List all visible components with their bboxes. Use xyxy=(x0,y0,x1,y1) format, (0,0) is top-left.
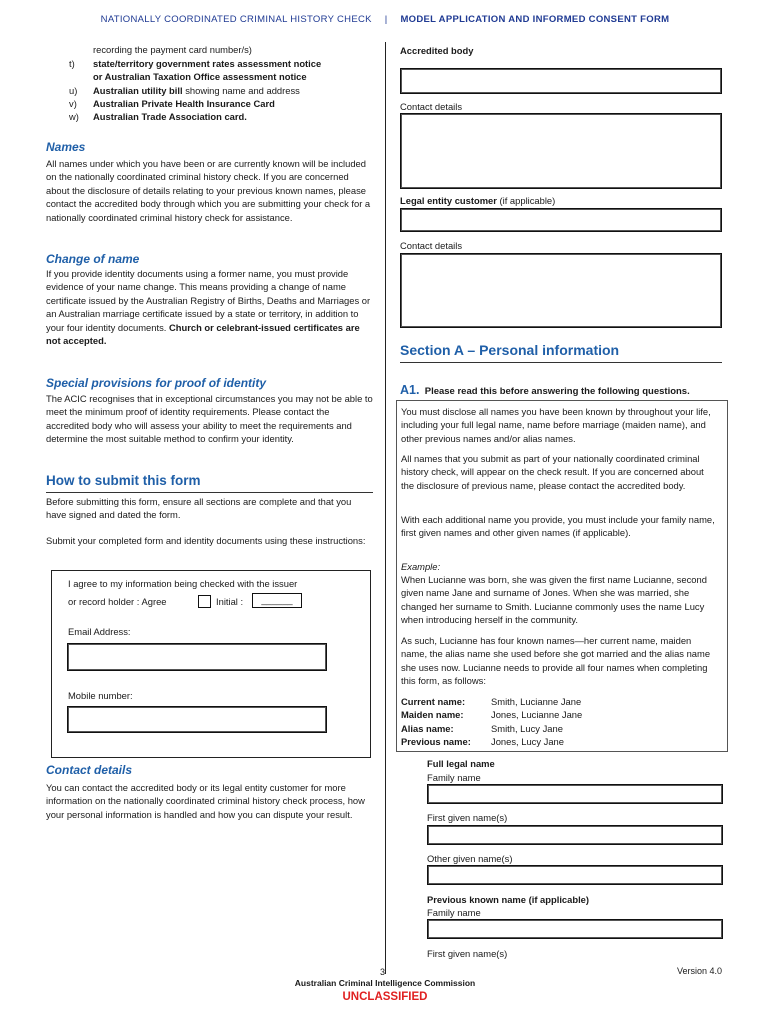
initial-input[interactable]: ______ xyxy=(252,593,302,608)
section-a-rule xyxy=(400,362,722,363)
list-item-u: u) Australian utility bill showing name and address xyxy=(69,85,300,96)
email-label: Email Address: xyxy=(68,626,131,637)
submit-rule xyxy=(46,492,373,493)
change-of-name-heading: Change of name xyxy=(46,252,140,266)
agree-line-2: or record holder : Agree xyxy=(68,596,167,607)
first-given-name-label: First given name(s) xyxy=(427,812,508,823)
legal-entity-label: Legal entity customer (if applicable) xyxy=(400,195,556,206)
previous-known-name-heading: Previous known name (if applicable) xyxy=(427,894,590,905)
info-paragraph-3: With each additional name you provide, you must include your family name, first given names and other given names (if applicable). xyxy=(401,514,715,539)
list-item-t: t) state/territory government rates assessment notice xyxy=(69,58,322,69)
agree-checkbox[interactable] xyxy=(198,595,211,608)
legal-entity-contact-input[interactable] xyxy=(400,253,722,328)
list-item-t-line2: or Australian Taxation Office assessment notice xyxy=(93,71,307,82)
change-of-name-text: If you provide identity documents using a former name, you must provide evidence of your name change. This means providing a change of name certificate issued by the Australian Registry of Births, Deaths and Marriages or an Australian marriage certificate issued by a state or territory, in addition to your four identity documents. Church or celebrant-issued certificates are not accepted. xyxy=(46,268,371,347)
full-legal-name-heading: Full legal name xyxy=(427,758,495,769)
consent-panel xyxy=(51,570,371,758)
special-provisions-heading: Special provisions for proof of identity xyxy=(46,376,267,390)
mobile-input[interactable] xyxy=(67,706,327,733)
contact-details-label-1: Contact details xyxy=(400,101,463,112)
list-continuation: recording the payment card number/s) xyxy=(93,44,252,55)
email-input[interactable] xyxy=(67,643,327,671)
page-number: 3 xyxy=(380,967,386,977)
column-divider xyxy=(385,42,386,974)
family-name-label: Family name xyxy=(427,772,481,783)
legal-entity-input[interactable] xyxy=(400,208,722,232)
contact-details-text: You can contact the accredited body or its legal entity customer for more information on the nationally coordinated criminal history check process, how your personal information is handled and how you can dispute your result. xyxy=(46,782,365,820)
example-names-table: Current name: Smith, Lucianne Jane Maiden name: Jones, Lucianne Jane Alias name: Smith, Lucy Jane Previous name: Jones, Lucy Jane xyxy=(401,696,583,748)
previous-family-name-input[interactable] xyxy=(427,919,723,939)
header-separator: | xyxy=(384,14,388,25)
section-a-heading: Section A – Personal information xyxy=(400,342,620,358)
contact-details-heading: Contact details xyxy=(46,763,133,777)
other-given-name-input[interactable] xyxy=(427,865,723,885)
classification-label: UNCLASSIFIED xyxy=(342,991,428,1003)
version-label: Version 4.0 xyxy=(677,966,723,976)
previous-first-given-name-label: First given name(s) xyxy=(427,948,508,959)
a1-info-panel xyxy=(396,400,728,752)
submit-text-2: Submit your completed form and identity documents using these instructions: xyxy=(46,535,366,546)
accredited-body-input[interactable] xyxy=(400,68,722,94)
submit-text-1: Before submitting this form, ensure all sections are complete and that you have signed and dated the form. xyxy=(46,496,352,521)
names-heading: Names xyxy=(46,140,86,154)
a1-heading: A1. Please read this before answering the following questions. xyxy=(400,383,690,397)
how-to-submit-heading: How to submit this form xyxy=(46,473,201,488)
example-text: When Lucianne was born, she was given the first name Lucianne, second given name Jane and surname of Jones. When she was married, she changed her surname to Smith. Lucianne commonly uses the name Lucy when introducing herself in the community. xyxy=(401,574,707,626)
contact-details-label-2: Contact details xyxy=(400,240,463,251)
footer-org: Australian Criminal Intelligence Commission xyxy=(294,978,476,988)
accredited-body-label: Accredited body xyxy=(400,45,474,56)
list-item-v: v) Australian Private Health Insurance Card xyxy=(69,98,275,109)
example-text-2: As such, Lucianne has four known names—her current name, maiden name, the alias name she used before she got married and the alias name she uses now. Lucianne needs to provide all four names when completing this form, as follows: xyxy=(401,635,711,687)
example-label: Example: xyxy=(401,561,441,572)
page-header xyxy=(0,14,770,25)
agree-line-1: I agree to my information being checked with the issuer xyxy=(68,578,298,589)
header-right: MODEL APPLICATION AND INFORMED CONSENT FORM xyxy=(400,14,670,25)
names-text: All names under which you have been or are currently known will be included on the nationally coordinated criminal history check. If you are concerned about the disclosure of details relating to your previous known names, please contact the accredited body through which you are submitting your check for a nationally coordinated criminal history check for assistance. xyxy=(46,158,371,223)
accredited-contact-input[interactable] xyxy=(400,113,722,189)
mobile-label: Mobile number: xyxy=(68,690,133,701)
list-item-w: w) Australian Trade Association card. xyxy=(69,111,247,122)
info-paragraph-1: You must disclose all names you have been known by throughout your life, including your full legal name, name before marriage (maiden name), and other previous names and/or alias names. xyxy=(401,406,711,444)
family-name-input[interactable] xyxy=(427,784,723,804)
info-paragraph-2: All names that you submit as part of your nationally coordinated criminal history check, will appear on the check result. If you are concerned about the disclosure of previous name, please contact the accredited body. xyxy=(401,453,704,491)
special-provisions-text: The ACIC recognises that in exceptional circumstances you may not be able to meet the minimum proof of identity requirements. Please contact the accredited body who will assess your ability to meet the requirements and determine the most suitable method to confirm your identity. xyxy=(46,393,373,445)
header-left: NATIONALLY COORDINATED CRIMINAL HISTORY CHECK xyxy=(100,14,372,25)
other-given-name-label: Other given name(s) xyxy=(427,853,513,864)
first-given-name-input[interactable] xyxy=(427,825,723,845)
initial-label: Initial : xyxy=(216,596,244,607)
previous-family-name-label: Family name xyxy=(427,907,481,918)
